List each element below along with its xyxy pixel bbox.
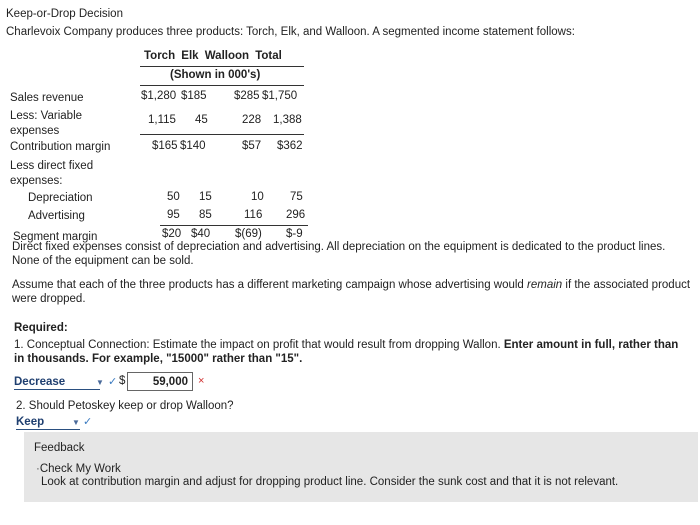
bullet-icon: · xyxy=(36,463,40,475)
cm-total: $362 xyxy=(277,140,303,152)
sm-walloon: $(69) xyxy=(235,228,262,240)
dep-elk: 15 xyxy=(199,191,212,203)
row-label-depreciation: Depreciation xyxy=(28,192,93,204)
advertising-rule xyxy=(160,225,308,226)
statement-header-products: Torch Elk Walloon Total xyxy=(144,50,282,62)
question-2-text: 2. Should Petoskey keep or drop Walloon? xyxy=(16,400,234,412)
chevron-down-icon[interactable]: ▼ xyxy=(72,418,80,427)
intro-text: Charlevoix Company produces three products: Torch, Elk, and Walloon. A segmented income statement follows: xyxy=(6,26,575,38)
assume-note xyxy=(12,278,696,306)
question-1-prefix: 1. Conceptual Connection: Estimate the impact on profit that would result from dropping Wallon. xyxy=(14,339,504,351)
row-label-contribution-margin: Contribution margin xyxy=(10,141,111,153)
dep-walloon: 10 xyxy=(251,191,264,203)
incorrect-icon: × xyxy=(198,375,205,387)
adv-elk: 85 xyxy=(199,209,212,221)
variable-torch: 1,115 xyxy=(148,114,176,126)
required-heading: Required: xyxy=(14,322,68,334)
keep-drop-select[interactable]: Keep xyxy=(16,415,80,430)
statement-header-unit: (Shown in 000's) xyxy=(170,69,261,81)
adv-total: 296 xyxy=(286,209,306,221)
assume-note-emphasis: remain xyxy=(527,279,563,291)
cm-walloon: $57 xyxy=(242,140,262,152)
row-label-less-variable: Less: Variable expenses xyxy=(10,110,83,137)
cm-elk: $140 xyxy=(180,140,206,152)
currency-symbol: $ xyxy=(119,375,126,387)
question-1-instruction: Enter amount in full, rather than in thousands. For example, "15000" rather than "15". xyxy=(14,339,679,365)
variable-elk: 45 xyxy=(195,114,208,126)
check-my-work-label: ·Check My Work xyxy=(36,463,121,475)
page-title: Keep-or-Drop Decision xyxy=(6,8,123,20)
check-icon: ✓ xyxy=(108,376,118,388)
variable-rule xyxy=(140,134,304,135)
row-label-less-direct-fixed: Less direct fixed expenses: xyxy=(10,160,94,187)
row-label-segment-margin: Segment margin xyxy=(13,231,98,243)
question-1-text xyxy=(14,338,684,366)
assume-note-prefix: Assume that each of the three products has a different marketing campaign whose advertising would xyxy=(12,279,528,291)
adv-torch: 95 xyxy=(167,209,180,221)
adv-walloon: 116 xyxy=(244,209,263,221)
sm-total: $-9 xyxy=(286,228,303,240)
row-label-advertising: Advertising xyxy=(28,210,85,222)
dep-total: 75 xyxy=(290,191,303,203)
impact-direction-select[interactable]: Decrease xyxy=(14,375,100,390)
variable-walloon: 228 xyxy=(242,114,262,126)
row-label-sales-revenue: Sales revenue xyxy=(10,92,84,104)
assume-note-suffix: if the associated product were dropped. xyxy=(12,279,691,305)
direct-fixed-note: Direct fixed expenses consist of depreciation and advertising. All depreciation on the equipment is dedicated to the product lines. None of the equipment can be sold. xyxy=(12,241,666,267)
cm-torch: $165 xyxy=(152,140,178,152)
feedback-heading: Feedback xyxy=(34,442,85,454)
sales-elk: $185 xyxy=(181,90,207,102)
sales-walloon: $285 xyxy=(234,90,260,102)
sm-elk: $40 xyxy=(191,228,211,240)
header-rule-bottom xyxy=(140,85,304,86)
dep-torch: 50 xyxy=(167,191,180,203)
check-icon: ✓ xyxy=(83,416,93,428)
impact-amount-input[interactable] xyxy=(127,372,193,391)
header-rule-top xyxy=(140,66,304,67)
variable-total: 1,388 xyxy=(273,114,302,126)
sm-torch: $20 xyxy=(162,228,182,240)
sales-torch: $1,280 xyxy=(141,90,177,102)
feedback-hint: Look at contribution margin and adjust for dropping product line. Consider the sunk cost and that it is not relevant. xyxy=(41,476,619,488)
chevron-down-icon[interactable]: ▼ xyxy=(96,378,104,387)
sales-total: $1,750 xyxy=(262,90,298,102)
feedback-panel xyxy=(24,432,698,502)
